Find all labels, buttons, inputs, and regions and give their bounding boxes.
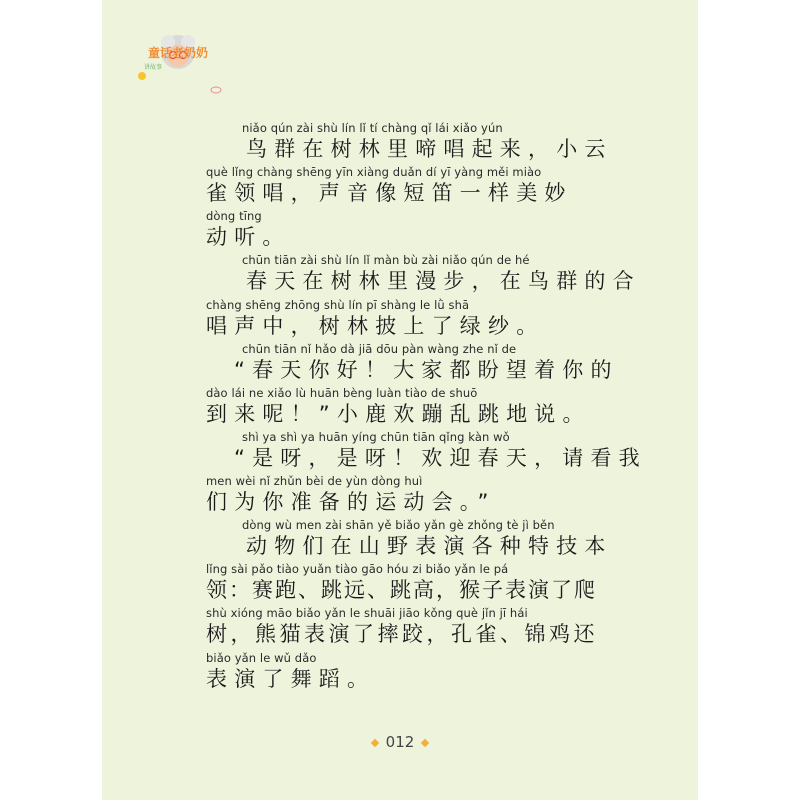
pinyin-line: dòng tīng — [206, 209, 262, 223]
pinyin-line: shù xióng māo biǎo yǎn le shuāi jiāo kǒng què jǐn jī hái — [206, 606, 528, 620]
pinyin-line: men wèi nǐ zhǔn bèi de yùn dòng huì — [206, 474, 423, 488]
text-line: 树，熊猫表演了摔跤，孔雀、锦鸡还 — [206, 622, 598, 646]
diamond-icon — [370, 738, 378, 746]
text-line: 领：赛跑、跳远、跳高，猴子表演了爬 — [206, 578, 597, 602]
text-line: 雀领唱，声音像短笛一样美妙 — [206, 181, 573, 205]
text-line: 们为你准备的运动会。” — [206, 490, 496, 514]
page-number-footer — [102, 733, 698, 751]
text-line: 春天在树林里漫步，在鸟群的合 — [246, 269, 641, 293]
text-line: 唱声中，树林披上了绿纱。 — [206, 314, 545, 338]
logo-subtitle: 讲故事 — [144, 64, 163, 71]
pinyin-line: dòng wù men zài shān yě biǎo yǎn gè zhǒng tè jì běn — [242, 518, 555, 532]
text-line: “春天你好！大家都盼望着你的 — [234, 358, 619, 382]
pinyin-line: biǎo yǎn le wǔ dǎo — [206, 651, 317, 665]
pinyin-line: shì ya shì ya huān yíng chūn tiān qǐng kàn wǒ — [242, 430, 510, 444]
logo-title: 童话老奶奶 — [148, 46, 209, 60]
pinyin-line: niǎo qún zài shù lín lǐ tí chàng qǐ lái xiǎo yún — [242, 121, 503, 135]
diamond-icon — [421, 738, 429, 746]
pinyin-line: chàng shēng zhōng shù lín pī shàng le lǜ shā — [206, 298, 470, 312]
text-line: 动听。 — [206, 225, 291, 249]
pinyin-line: lǐng sài pǎo tiào yuǎn tiào gāo hóu zi biǎo yǎn le pá — [206, 562, 509, 576]
text-line: “是呀，是呀！欢迎春天，请看我 — [234, 446, 647, 470]
text-line: 到来呢！”小鹿欢蹦乱跳地说。 — [206, 402, 591, 426]
pinyin-line: chūn tiān nǐ hǎo dà jiā dōu pàn wàng zhe nǐ de — [242, 342, 517, 356]
page-number: 012 — [385, 733, 415, 751]
text-line: 动物们在山野表演各种特技本 — [246, 534, 613, 558]
text-line: 鸟群在树林里啼唱起来，小云 — [246, 137, 613, 161]
text-line: 表演了舞蹈。 — [206, 667, 376, 691]
pinyin-line: què lǐng chàng shēng yīn xiàng duǎn dí yī yàng měi miào — [206, 165, 542, 179]
pinyin-line: chūn tiān zài shù lín lǐ màn bù zài niǎo qún de hé — [242, 253, 530, 267]
pinyin-line: dào lái ne xiǎo lù huān bèng luàn tiào de shuō — [206, 386, 478, 400]
book-page — [102, 0, 698, 800]
